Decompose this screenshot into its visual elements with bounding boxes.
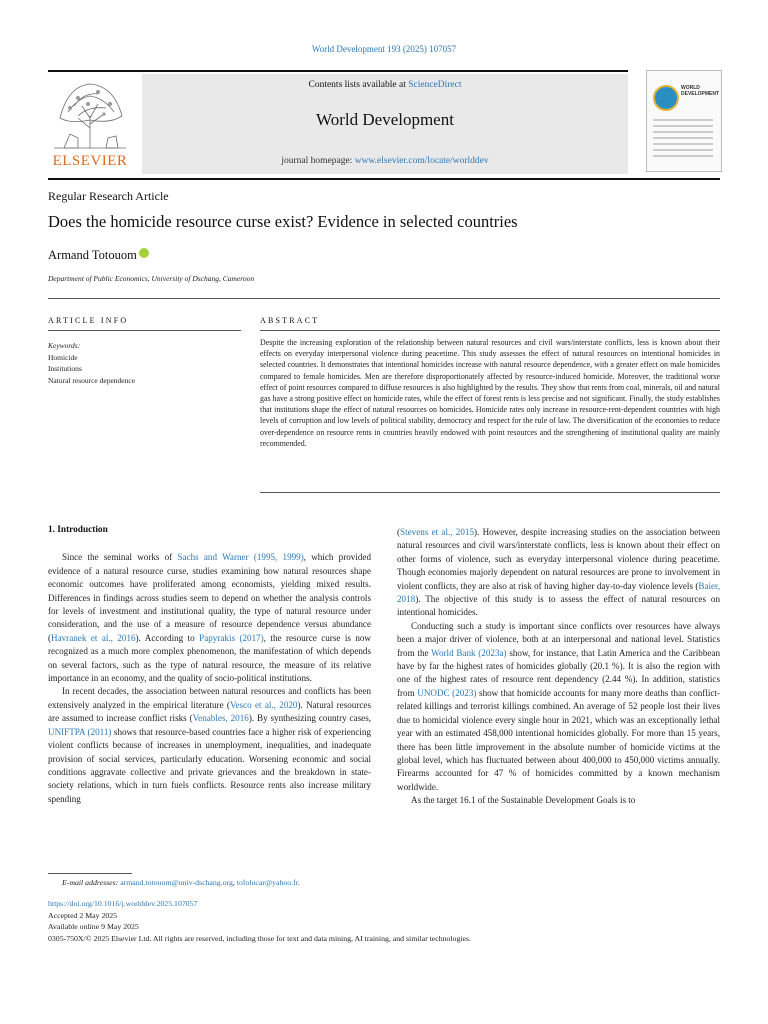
contents-prefix: Contents lists available at (308, 80, 406, 90)
paragraph (397, 794, 720, 807)
body-text: show that homicide accounts for many more deaths than conflict-related killings and terrorist killings combined. An average of 52 people lost their lives due to homicidal violence every single hour in 2021, which was an exceptionally lethal year with an estimated 458,000 intentional homicides globally. For more than 15 years, there has been little improvement in the absolute number of homicide victims at the global level, which has fluctuated between about 400,000 to 450,000 victims annually. Firearms accounted for 47 % of homicides committed by a known mechanism worldwide. (397, 687, 720, 792)
body-text: ( (397, 527, 401, 537)
journal-header-box (142, 74, 628, 174)
citation-link[interactable]: Havranek et al., 2016 (51, 632, 136, 643)
body-text: As the target 16.1 of the Sustainable Development Goals is to (411, 795, 636, 806)
citation-link[interactable]: Vesco et al., 2020 (229, 699, 298, 710)
accepted-date: Accepted 2 May 2025 (48, 910, 118, 920)
orcid-icon[interactable] (139, 248, 149, 258)
abstract-text: Despite the increasing exploration of the relationship between natural resources and civil wars/interstate conflicts, less is known about their effects on everyday interpersonal violence during peacetime. This study assesses the effect of natural resources on intentional homicides in selected countries. It demonstrates that intentional homicides increase with natural resource dependence, with a greater effect on male homicides compared to female homicides. Men are therefore disproportionately affected by resource-induced homicide. Moreover, the traditional worse effect of point resources compared to diffuse resources is also highlighted by the results. They show that rents from coal, minerals, oil and natural gas have a strong positive effect on homicide rates, while the effect of forest rents is less precise and not significant. Finally, the study establishes that institutions shape the effect of natural resources on homicides. Homicide rates only increase in resource-rent-dependent countries with high levels of corruption and low levels of political stability, democracy and respect for the rule of law. The diversification of the economies to reduce over-dependence on resource rents in countries heavily endowed with point resources and the strengthening of institutional quality are mainly recommended. (260, 338, 720, 448)
body-column-left (48, 524, 371, 806)
homepage-prefix: journal homepage: (281, 156, 353, 166)
elsevier-tree-icon (48, 78, 132, 150)
email-footnote (62, 878, 300, 887)
email-link[interactable]: tofolucar@yahoo.fr (236, 878, 298, 887)
abstract-top-rule (260, 330, 720, 331)
article-info-heading: ARTICLE INFO (48, 316, 129, 325)
body-text: ). According to (135, 632, 200, 643)
citation-link[interactable]: Papyrakis (2017) (199, 632, 264, 643)
paragraph (397, 620, 720, 794)
paragraph (48, 685, 371, 806)
keywords-block (48, 340, 135, 386)
keyword-item: Homicide (48, 352, 78, 362)
section-heading-introduction: 1. Introduction (48, 525, 108, 535)
article-type: Regular Research Article (48, 189, 169, 203)
body-text: , which provided evidence of a natural resource curse, studies examining how natural resources shape economic outcomes have proliferated among economists, yielding mixed results. Differences in findings across studies seem to depend on whether the analysis controls for levels of investment and institutional quality, the type of natural resource under consideration, and the use of a measure of resource dependence versus abundance ( (48, 552, 371, 643)
doi-link[interactable]: https://doi.org/10.1016/j.worlddev.2025.107057 (48, 899, 198, 908)
body-text: ). By synthesizing country cases, (248, 713, 372, 724)
body-text: show, for instance, that Latin America and the Caribbean have by far the highest rates of homicides globally (20.1 %). It is also the region with one of the highest rates of resource rent dependency (2.44 %). In addition, statistics from (397, 647, 721, 698)
author-name[interactable]: Armand Totouom (48, 248, 137, 262)
body-text: Conducting such a study is important since conflicts over resources have always been a major driver of violence, both at an interpersonal and national level. Statistics from the (397, 620, 720, 658)
article-title: Does the homicide resource curse exist? Evidence in selected countries (48, 212, 518, 231)
paragraph (48, 551, 371, 685)
journal-name: World Development (316, 110, 454, 129)
online-date: Available online 9 May 2025 (48, 922, 139, 931)
citation-link[interactable]: Sachs and Warner (1995, 1999) (177, 552, 304, 563)
keywords-label: Keywords: (48, 341, 81, 350)
body-text: In recent decades, the association between natural resources and conflicts has been extensively analyzed in the empirical literature ( (48, 686, 371, 710)
keyword-item: Institutions (48, 364, 82, 373)
citation-link[interactable]: UNIFTPA (2011) (48, 726, 112, 737)
contents-line (142, 80, 628, 90)
cover-title: WORLD DEVELOPMENT (681, 85, 720, 97)
publisher-name: ELSEVIER (52, 153, 128, 169)
elsevier-logo (48, 78, 132, 170)
globe-icon (653, 85, 679, 111)
paragraph (397, 526, 720, 620)
author-affiliation: Department of Public Economics, University of Dschang, Cameroon (48, 274, 255, 283)
abstract-bottom-rule (260, 492, 720, 493)
homepage-line (142, 156, 628, 166)
body-text: Since the seminal works of (62, 552, 178, 563)
body-text: ). The objective of this study is to assess the effect of natural resources on intentional homicides. (397, 594, 720, 618)
email-end: . (297, 878, 300, 887)
cover-text-lines (653, 119, 713, 161)
citation-link[interactable]: Baier, 2018 (397, 580, 720, 605)
journal-citation[interactable]: World Development 193 (2025) 107057 (311, 44, 457, 54)
email-separator: , (232, 878, 237, 887)
journal-masthead (48, 70, 720, 180)
copyright-notice: 0305-750X/© 2025 Elsevier Ltd. All rights are reserved, including those for text and data mining, AI training, and similar technologies. (48, 933, 471, 943)
email-label: E-mail addresses: (62, 878, 119, 887)
sciencedirect-link[interactable]: ScienceDirect (408, 80, 462, 90)
citation-link[interactable]: UNODC (2023) (417, 687, 477, 698)
body-text: ). Natural resources are assumed to increase conflict risks ( (48, 699, 371, 724)
article-info-rule (48, 330, 241, 331)
citation-link[interactable]: World Bank (2023a) (431, 647, 507, 658)
masthead-bottom-rule (48, 178, 720, 180)
email-link[interactable]: armand.totouom@univ-dschang.org (120, 878, 233, 887)
article-metadata (48, 898, 471, 944)
header-separator (48, 298, 720, 299)
citation-link[interactable]: Stevens et al., 2015 (400, 527, 474, 537)
keyword-item: Natural resource dependence (48, 375, 136, 385)
body-column-right (397, 526, 720, 808)
homepage-link[interactable]: www.elsevier.com/locate/worlddev (354, 156, 489, 166)
body-text: , the resource curse is now recognized as a much more complex phenomenon, the manifestation of which depends on several factors, such as the type of natural resource, the measure of its relative importance in an economy, and the quality of socio-political institutions. (48, 632, 371, 684)
abstract-heading: ABSTRACT (260, 316, 320, 325)
body-text: shows that resource-based countries face a higher risk of experiencing violent conflicts because of increases in unemployment, inequalities, and inadequate provision of social services, particularly education. Worsening economic and social conditions aggravate collective and private grievances and the breakdown in state-society relations, which in turn fuels conflicts. Resource rents also increase military spending (48, 726, 371, 804)
footnote-rule (48, 873, 132, 874)
citation-link[interactable]: Venables, 2016 (192, 713, 249, 724)
journal-cover-thumbnail[interactable] (646, 70, 722, 172)
body-text: ). However, despite increasing studies on the association between natural resources and civil wars/interstate conflicts, less is known about their effect on other forms of violence, such as everyday interpersonal violence during peacetime. Though economies majorly dependent on natural resources are prone to involvement in violent conflicts, they are also at risk of having higher day-to-day violence levels ( (397, 527, 720, 591)
masthead-top-rule (48, 70, 628, 72)
author-line (48, 248, 149, 263)
